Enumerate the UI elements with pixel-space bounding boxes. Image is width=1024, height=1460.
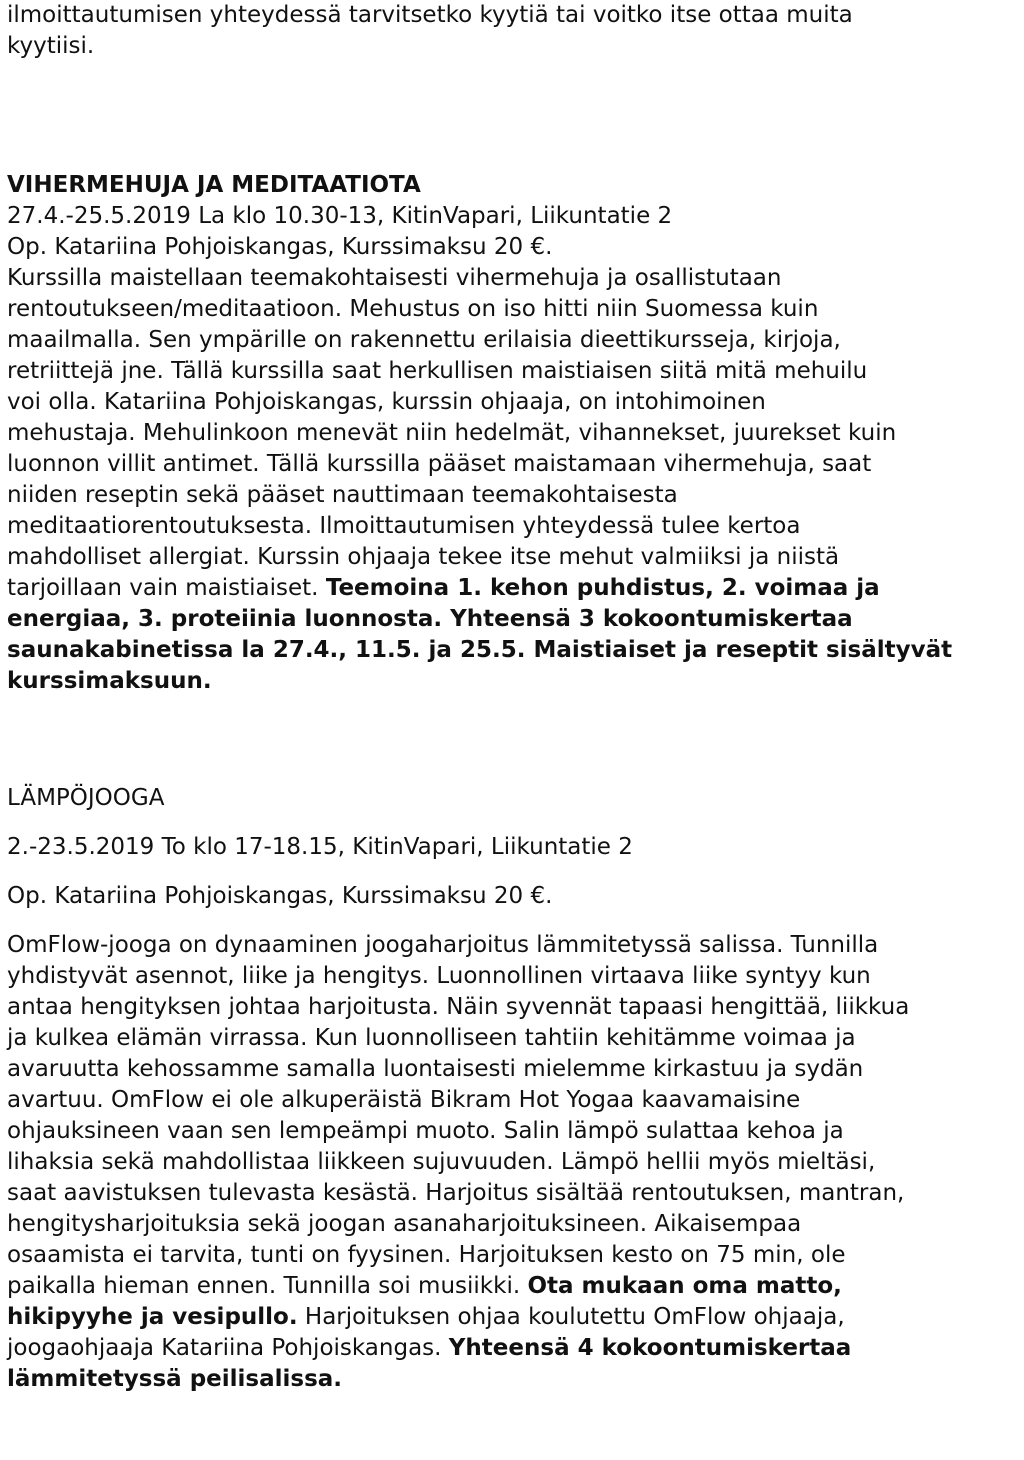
document-page [7,0,1023,1395]
course2-description [7,930,1023,1395]
course2-sessions: Yhteensä 4 kokoontumiskertaa lämmitetyssä peilisalissa. [7,1335,852,1392]
course2-instructor-text: Harjoituksen ohjaa koulutettu OmFlow ohjaaja, joogaohjaaja Katariina Pohjoiskangas. [7,1304,845,1361]
course1-dates: 27.4.-25.5.2019 La klo 10.30-13, KitinVapari, Liikuntatie 2 [7,203,673,229]
course1-section [7,201,1023,697]
course1-description-text: Kurssilla maistellaan teemakohtaisesti vihermehuja ja osallistutaan rentoutukseen/meditaatioon. Mehustus on iso hitti niin Suomessa kuin maailmalla. Sen ympärille on rakennettu erilaisia dieettikursseja, kirjoja, retriittejä jne. Tällä kurssilla saat herkullisen maistiaisen siitä mitä mehuilu voi olla. Katariina Pohjoiskangas, kurssin ohjaaja, on intohimoinen mehustaja. Mehulinkoon menevät niin hedelmät, vihannekset, juurekset kuin luonnon villit antimet. Tällä kurssilla pääset maistamaan vihermehuja, saat niiden reseptin sekä pääset nauttimaan teemakohtaisesta meditaatiorentoutuksesta. Ilmoittautumisen yhteydessä tulee kertoa mahdolliset allergiat. Kurssin ohjaaja tekee itse mehut valmiiksi ja niistä tarjoillaan vain maistiaiset. [7,265,897,601]
course2-bring-items: Ota mukaan oma matto, hikipyyhe ja vesipullo. [7,1273,842,1330]
course2-teacher: Op. Katariina Pohjoiskangas, Kurssimaksu 20 €. [7,883,553,909]
course2-dates: 2.-23.5.2019 To klo 17-18.15, KitinVapari, Liikuntatie 2 [7,834,633,860]
course2-title: LÄMPÖJOOGA [7,785,165,811]
course1-description-bold: Teemoina 1. kehon puhdistus, 2. voimaa ja energiaa, 3. proteiinia luonnosta. Yhteensä 3 kokoontumiskertaa saunakabinetissa la 27.4., 11.5. ja 25.5. Maistiaiset ja reseptit sisältyvät kurssimaksuun. [7,575,953,694]
course1-teacher: Op. Katariina Pohjoiskangas, Kurssimaksu 20 €. [7,234,553,260]
course1-title: VIHERMEHUJA JA MEDITAATIOTA [7,172,421,198]
intro-paragraph: ilmoittautumisen yhteydessä tarvitsetko kyytiä tai voitko itse ottaa muita kyytiisi. [7,2,853,59]
course1-description [7,263,1023,697]
course2-description-text: OmFlow-jooga on dynaaminen joogaharjoitus lämmitetyssä salissa. Tunnilla yhdistyvät asennot, liike ja hengitys. Luonnollinen virtaava liike syntyy kun antaa hengityksen johtaa harjoitusta. Näin syvennät tapaasi hengittää, liikkua ja kulkea elämän virrassa. Kun luonnolliseen tahtiin kehitämme voimaa ja avaruutta kehossamme samalla luontaisesti mielemme kirkastuu ja sydän avartuu. OmFlow ei ole alkuperäistä Bikram Hot Yogaa kaavamaisine ohjauksineen vaan sen lempeämpi muoto. Salin lämpö sulattaa kehoa ja lihaksia sekä mahdollistaa liikkeen sujuvuuden. Lämpö hellii myös mieltäsi, saat aavistuksen tulevasta kesästä. Harjoitus sisältää rentoutuksen, mantran, hengitysharjoituksia sekä joogan asanaharjoituksineen. Aikaisempaa osaamista ei tarvita, tunti on fyysinen. Harjoituksen kesto on 75 min, ole paikalla hieman ennen. Tunnilla soi musiikki. [7,932,910,1299]
